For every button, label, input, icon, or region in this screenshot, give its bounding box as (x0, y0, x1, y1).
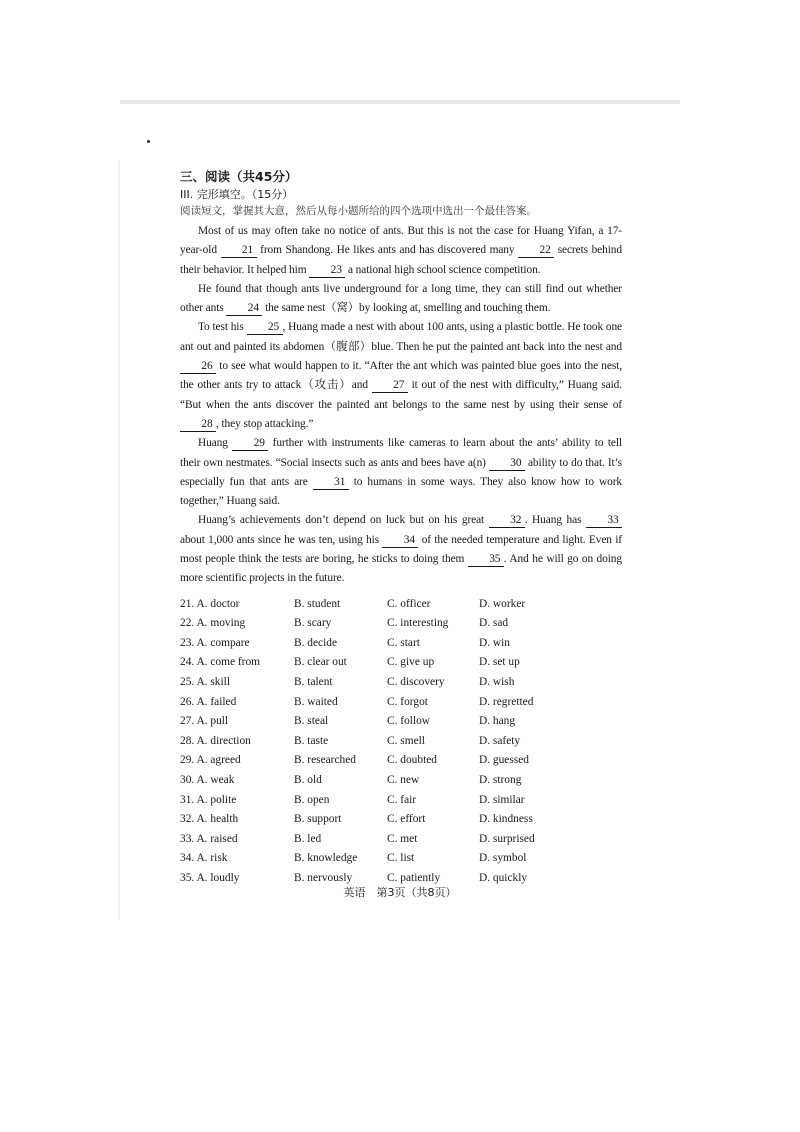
option-d: D. quickly (479, 871, 528, 884)
passage-text: it out of the nest with difficulty,” Huang said. “But when the ants discover the painted ant belongs to the same nest by using their sense of (180, 379, 622, 411)
passage-text: Huang (198, 437, 233, 450)
option-a: 35. A. loudly (180, 871, 240, 884)
option-a: 24. A. come from (180, 656, 261, 669)
cloze-title: III. 完形填空。（15分） (180, 188, 294, 201)
option-d: D. regretted (479, 695, 534, 708)
option-d: D. win (479, 636, 511, 649)
option-a: 22. A. moving (180, 617, 246, 630)
option-c: C. effort (387, 813, 426, 826)
option-a: 31. A. polite (180, 793, 237, 806)
scan-left-shadow (118, 160, 120, 920)
blank-27: 27 (372, 379, 408, 393)
option-row (180, 732, 622, 752)
blank-23: 23 (309, 264, 345, 278)
option-c: C. officer (387, 597, 431, 610)
passage-paragraph (180, 511, 622, 588)
option-c: C. give up (387, 656, 435, 669)
option-b: B. old (294, 773, 322, 786)
option-b: B. taste (294, 734, 329, 747)
passage-text: of the needed temperature and light. Even if most people think the tests are boring, he sticks to doing them (180, 533, 622, 566)
option-d: D. guessed (479, 754, 529, 767)
option-d: D. worker (479, 597, 526, 610)
section-title: 三、阅读（共45分） (180, 169, 298, 184)
page-footer: 英语 第3页（共8页） (343, 886, 457, 899)
option-row (180, 849, 622, 869)
option-d: D. sad (479, 617, 509, 630)
passage-text: , they stop attacking.” (216, 417, 314, 430)
option-d: D. strong (479, 773, 522, 786)
option-row (180, 791, 622, 811)
passage-paragraph (180, 280, 622, 319)
option-d: D. symbol (479, 852, 527, 865)
option-a: 27. A. pull (180, 715, 229, 728)
option-d: D. kindness (479, 813, 533, 826)
blank-32: 32 (489, 514, 525, 528)
option-d: D. similar (479, 793, 525, 806)
option-b: B. open (294, 793, 330, 806)
passage-text: the same nest（窝）by looking at, smelling and touching them. (262, 302, 551, 315)
option-row (180, 712, 622, 732)
option-b: B. support (294, 813, 342, 826)
option-c: C. list (387, 852, 415, 865)
blank-25: 25 (247, 321, 283, 335)
option-b: B. decide (294, 636, 338, 649)
option-c: C. interesting (387, 617, 449, 630)
blank-22: 22 (518, 244, 554, 258)
passage-text: ability to do that. It’s especially fun that ants are (180, 456, 622, 488)
option-a: 33. A. raised (180, 832, 238, 845)
blank-28: 28 (180, 418, 216, 432)
passage-text: a national high school science competition. (345, 263, 541, 276)
option-c: C. discovery (387, 676, 445, 689)
option-b: B. talent (294, 676, 333, 689)
option-row (180, 810, 622, 830)
option-d: D. wish (479, 676, 515, 689)
option-row (180, 595, 622, 615)
option-row (180, 751, 622, 771)
passage-text: To test his (198, 321, 247, 334)
reading-section (180, 168, 622, 889)
option-d: D. hang (479, 715, 516, 728)
blank-33: 33 (586, 514, 622, 528)
option-row (180, 693, 622, 713)
option-row (180, 771, 622, 791)
blank-31: 31 (313, 476, 349, 490)
cloze-passage (180, 222, 622, 589)
scan-speck (147, 140, 150, 143)
option-b: B. led (294, 832, 322, 845)
option-b: B. nervously (294, 871, 353, 884)
blank-29: 29 (232, 437, 268, 451)
passage-text: about 1,000 ants since he was ten, using his (180, 533, 383, 546)
blank-30: 30 (489, 457, 525, 471)
passage-text: to see what would happen to it. “After the ant which was painted blue goes into the nest, the other ants try to attack（攻击）and (180, 360, 622, 392)
blank-34: 34 (382, 534, 418, 548)
option-a: 25. A. skill (180, 676, 231, 689)
option-c: C. met (387, 832, 418, 845)
option-c: C. fair (387, 793, 417, 806)
option-d: D. safety (479, 734, 521, 747)
passage-text: Huang’s achievements don’t depend on luck but on his great (198, 514, 489, 527)
option-row (180, 653, 622, 673)
passage-paragraph (180, 434, 622, 511)
blank-24: 24 (226, 302, 262, 316)
option-a: 21. A. doctor (180, 597, 240, 610)
option-c: C. forgot (387, 695, 428, 708)
scan-top-shadow (120, 100, 680, 104)
passage-text: He found that though ants live underground for a long time, they can still find out whether other ants (180, 282, 622, 315)
option-b: B. knowledge (294, 852, 358, 865)
option-d: D. surprised (479, 832, 535, 845)
passage-text: . Huang has (524, 514, 586, 527)
option-b: B. scary (294, 617, 332, 630)
answer-options (180, 595, 622, 889)
option-a: 28. A. direction (180, 734, 251, 747)
passage-text: secrets behind their behavior. It helped him (180, 244, 622, 276)
blank-35: 35 (468, 553, 504, 567)
passage-text: from Shandong. He likes ants and has discovered many (256, 244, 519, 257)
option-row (180, 830, 622, 850)
passage-text: further with instruments like cameras to learn about the ants’ ability to tell their own nestmates. “Social insects such as ants and bees have a(n) (180, 437, 622, 469)
passage-paragraph (180, 318, 622, 434)
option-b: B. waited (294, 695, 338, 708)
option-c: C. follow (387, 715, 431, 728)
option-c: C. patiently (387, 871, 441, 884)
option-b: B. student (294, 597, 341, 610)
option-c: C. start (387, 636, 420, 649)
option-c: C. doubted (387, 754, 437, 767)
option-c: C. smell (387, 734, 425, 747)
blank-21: 21 (221, 244, 257, 258)
passage-text: . And he will go on doing more scientific projects in the future. (180, 553, 622, 585)
blank-26: 26 (180, 360, 216, 374)
passage-paragraph (180, 222, 622, 280)
passage-text: to humans in some ways. They also know how to work together,” Huang said. (180, 475, 622, 508)
option-row (180, 673, 622, 693)
option-c: C. new (387, 773, 420, 786)
instruction-text: 阅读短文，掌握其大意，然后从每小题所给的四个选项中选出一个最佳答案。 (180, 205, 537, 217)
option-a: 29. A. agreed (180, 754, 241, 767)
option-row (180, 634, 622, 654)
option-b: B. steal (294, 715, 329, 728)
passage-text: Most of us may often take no notice of ants. But this is not the case for Huang Yifan, a 17-year-old (180, 225, 622, 257)
option-a: 26. A. failed (180, 695, 237, 708)
option-a: 30. A. weak (180, 773, 235, 786)
option-a: 34. A. risk (180, 852, 228, 865)
option-b: B. clear out (294, 656, 347, 669)
option-d: D. set up (479, 656, 520, 669)
option-b: B. researched (294, 754, 356, 767)
option-a: 32. A. health (180, 813, 239, 826)
option-a: 23. A. compare (180, 636, 250, 649)
option-row (180, 614, 622, 634)
passage-text: , Huang made a nest with about 100 ants, using a plastic bottle. He took one ant out and painted its abdomen（腹部）blue. Then he put the painted ant back into the nest and (180, 321, 622, 353)
